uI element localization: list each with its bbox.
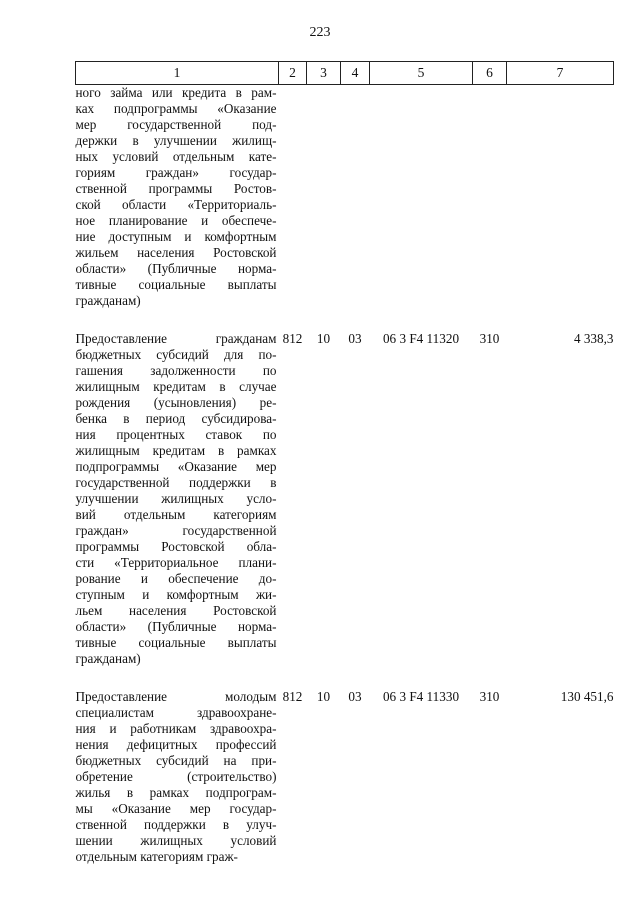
description-line: ственной поддержки в улуч- <box>75 817 277 832</box>
description-line: тивные социальные выплаты <box>75 635 277 650</box>
description-line: ных условий отдельным кате- <box>75 149 277 164</box>
description-line: ние доступным и комфортным <box>75 229 277 244</box>
description-line: ния и работникам здравоохра- <box>75 721 277 736</box>
description-line: бенка в период субсидирова- <box>75 411 277 426</box>
description-line: Предоставление гражданам <box>75 331 277 346</box>
description-line: рождения (усыновления) ре- <box>75 395 277 410</box>
description-line: мы «Оказание мер государ- <box>75 801 277 816</box>
description-line: подпрограммы «Оказание мер <box>75 459 277 474</box>
description-line: специалистам здравоохране- <box>75 705 277 720</box>
description-line: улучшении жилищных усло- <box>75 491 277 506</box>
cell-section-code <box>307 85 341 332</box>
description-line: ное планирование и обеспече- <box>75 213 277 228</box>
description-line: сти «Территориальное плани- <box>75 555 277 570</box>
description-line: рование и обеспечение до- <box>75 571 277 586</box>
cell-target-article: 06 3 F4 11330 <box>382 689 460 704</box>
column-header: 1 <box>76 62 279 85</box>
description-line: нения дефицитных профессий <box>75 737 277 752</box>
cell-subsection-code: 03 <box>348 689 362 704</box>
description-line: бюджетных субсидий для по- <box>75 347 277 362</box>
description-line: отдельным категориям граж- <box>75 849 238 864</box>
cell-subsection-code <box>341 85 370 332</box>
description-line: ного займа или кредита в рам- <box>75 85 277 100</box>
table-row <box>76 689 614 887</box>
cell-amount <box>507 85 614 332</box>
cell-subsection-code: 03 <box>348 331 362 346</box>
description-line: жильем населения Ростовской <box>75 245 277 260</box>
cell-expense-type <box>473 85 507 332</box>
column-header: 5 <box>370 62 473 85</box>
description-line: граждан» государственной <box>75 523 277 538</box>
description-line: гориям граждан» государ- <box>75 165 277 180</box>
cell-ministry-code: 812 <box>282 331 303 346</box>
description-line: программы Ростовской обла- <box>75 539 277 554</box>
description-line: области» (Публичные норма- <box>75 261 277 276</box>
table-header-row <box>76 62 614 85</box>
cell-expense-type: 310 <box>479 331 500 346</box>
description-line: льем населения Ростовской <box>75 603 277 618</box>
row-description <box>76 85 279 332</box>
description-line: тивные социальные выплаты <box>75 277 277 292</box>
description-line: жилищным кредитам в рамках <box>75 443 277 458</box>
description-line: ской области «Территориаль- <box>75 197 277 212</box>
description-line: мер государственной под- <box>75 117 277 132</box>
description-line: области» (Публичные норма- <box>75 619 277 634</box>
column-header: 7 <box>507 62 614 85</box>
cell-target-article: 06 3 F4 11320 <box>382 331 460 346</box>
cell-ministry-code: 812 <box>282 689 303 704</box>
cell-amount: 4 338,3 <box>573 331 614 346</box>
cell-amount: 130 451,6 <box>560 689 614 704</box>
description-line: ках подпрограммы «Оказание <box>75 101 277 116</box>
row-description <box>76 331 279 689</box>
column-header: 4 <box>341 62 370 85</box>
cell-section-code: 10 <box>316 689 331 704</box>
cell-section-code: 10 <box>316 331 331 346</box>
description-line: ственной программы Ростов- <box>75 181 277 196</box>
cell-target-article <box>370 85 473 332</box>
description-line: гражданам) <box>75 293 141 308</box>
description-line: гашения задолженности по <box>75 363 277 378</box>
description-line: государственной поддержки в <box>75 475 277 490</box>
row-description <box>76 689 279 887</box>
description-line: жилищным кредитам в случае <box>75 379 277 394</box>
description-line: жилья в рамках подпрограм- <box>75 785 277 800</box>
table-row <box>76 85 614 332</box>
description-line: вий отдельным категориям <box>75 507 277 522</box>
description-line: ния процентных ставок по <box>75 427 277 442</box>
description-line: ступным и комфортным жи- <box>75 587 277 602</box>
cell-expense-type: 310 <box>479 689 500 704</box>
page-number: 223 <box>309 25 331 40</box>
description-line: бюджетных субсидий на при- <box>75 753 277 768</box>
description-line: гражданам) <box>75 651 141 666</box>
table-row <box>76 331 614 689</box>
column-header: 6 <box>473 62 507 85</box>
description-line: держки в улучшении жилищ- <box>75 133 277 148</box>
budget-table <box>75 61 614 887</box>
description-line: обретение (строительство) <box>75 769 277 784</box>
column-header: 2 <box>279 62 307 85</box>
cell-ministry-code <box>279 85 307 332</box>
column-header: 3 <box>307 62 341 85</box>
description-line: Предоставление молодым <box>75 689 277 704</box>
description-line: шении жилищных условий <box>75 833 277 848</box>
